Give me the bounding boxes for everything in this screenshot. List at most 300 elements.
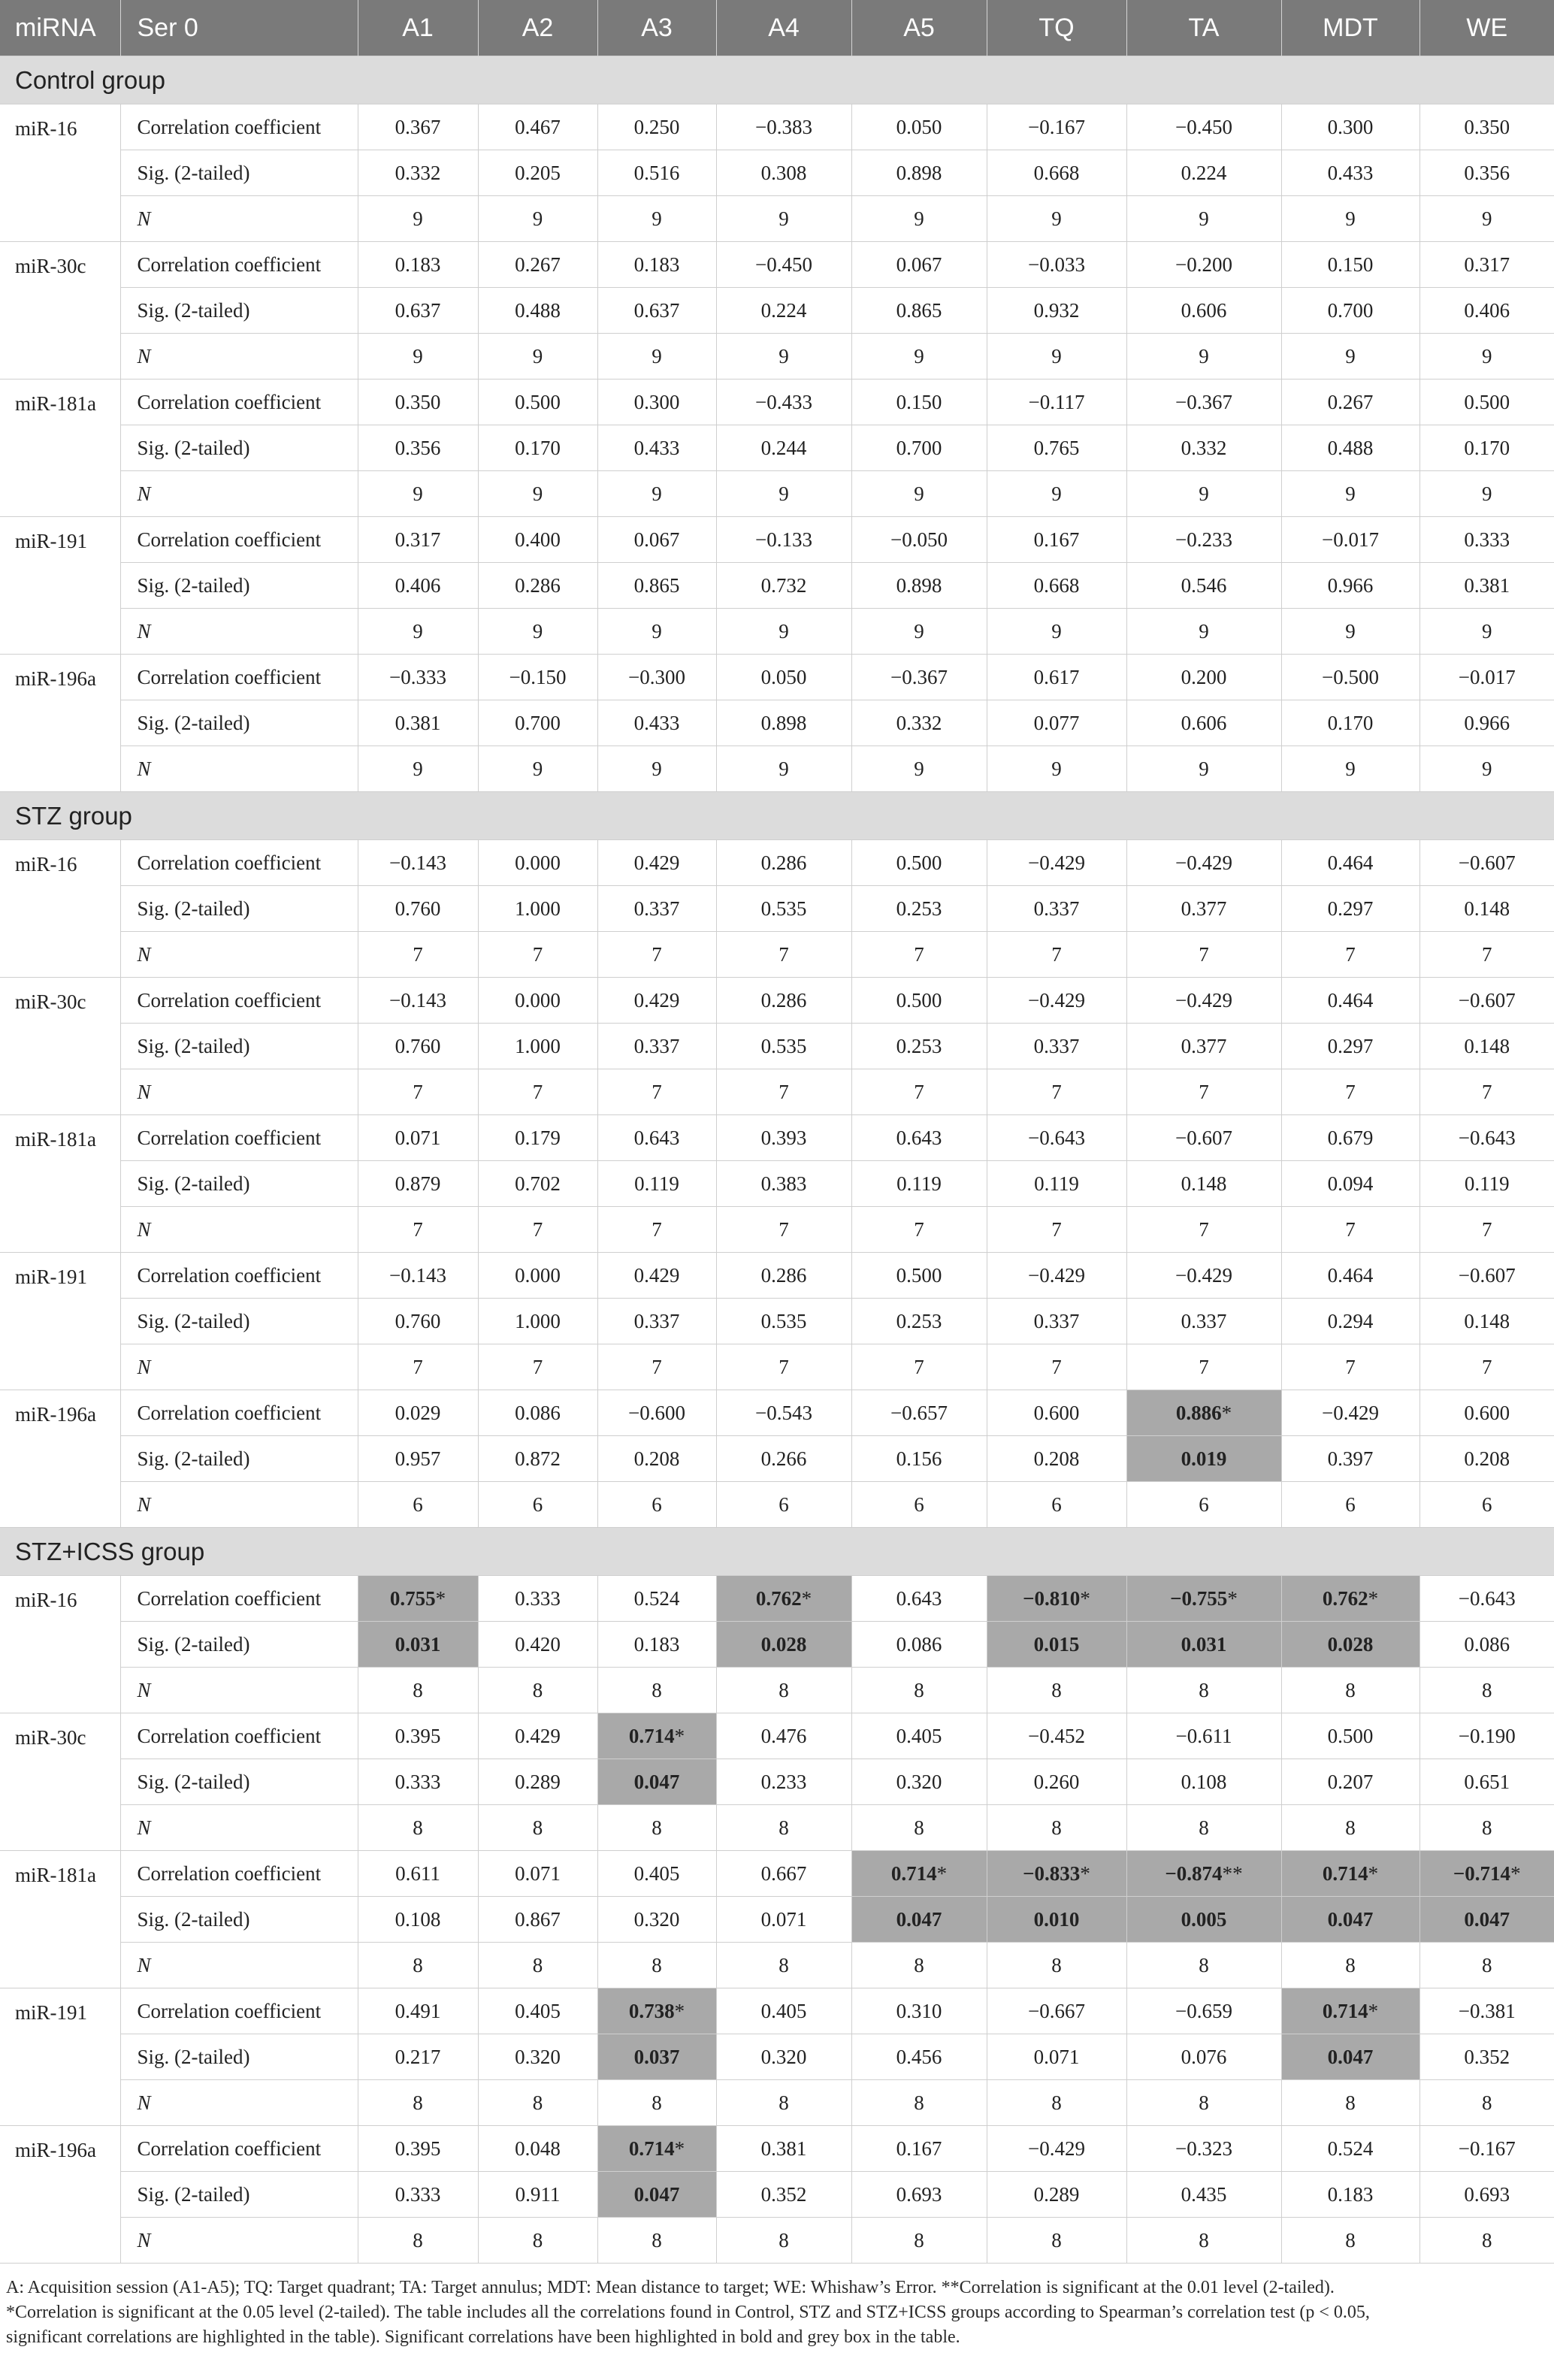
value-cell: 8 [1281,2218,1419,2264]
value-cell: 0.400 [478,517,597,563]
value-cell: 0.005 [1126,1897,1281,1943]
value-cell: 0.208 [597,1436,716,1482]
value-cell [1281,1576,1419,1622]
value-cell: 0.337 [987,1299,1126,1344]
table-row [0,1805,1554,1851]
value-cell: 0.429 [478,1713,597,1759]
value-cell: 9 [478,609,597,655]
table-row [0,886,1554,932]
value-cell: 9 [716,471,851,517]
value-cell: −0.657 [851,1390,987,1436]
stat-label: N [120,1207,358,1253]
value-cell: 8 [1281,1668,1419,1713]
value-cell: 0.320 [716,2034,851,2080]
value-cell: 7 [851,1069,987,1115]
group-header-row [0,792,1554,840]
table-row [0,242,1554,288]
value-cell: −0.450 [1126,104,1281,150]
value-cell: 0.253 [851,1024,987,1069]
value-cell: 0.611 [358,1851,478,1897]
value-cell: 6 [716,1482,851,1528]
header-cell: miRNA [0,0,120,56]
value-cell: 8 [597,2080,716,2126]
header-cell: A5 [851,0,987,56]
value-cell: 0.148 [1419,886,1554,932]
value-cell: −0.450 [716,242,851,288]
value-cell: 9 [1281,196,1419,242]
value-cell: 0.367 [358,104,478,150]
header-cell: TA [1126,0,1281,56]
value-cell: 0.119 [597,1161,716,1207]
value-cell: 6 [851,1482,987,1528]
value-cell: 0.872 [478,1436,597,1482]
value-cell: 0.086 [851,1622,987,1668]
value-cell: 8 [1419,2080,1554,2126]
value-cell: 9 [987,609,1126,655]
value-cell: 7 [1419,1069,1554,1115]
stat-label: Sig. (2-tailed) [120,700,358,746]
value-cell: 0.148 [1419,1024,1554,1069]
value-number: −0.810 [1023,1586,1081,1610]
value-cell: 9 [1419,334,1554,380]
table-row [0,1253,1554,1299]
significance-marker: * [1368,1586,1379,1610]
value-cell: 9 [358,196,478,242]
value-cell: 0.300 [1281,104,1419,150]
stat-label: Correlation coefficient [120,1115,358,1161]
value-cell: 0.183 [597,242,716,288]
value-cell: 0.898 [851,150,987,196]
value-cell: 9 [1126,196,1281,242]
value-cell: −0.643 [1419,1576,1554,1622]
value-cell: 0.350 [1419,104,1554,150]
mirna-label: miR-196a [0,1390,120,1528]
value-cell: 0.119 [1419,1161,1554,1207]
value-cell: 0.700 [478,700,597,746]
table-row [0,380,1554,425]
value-cell: 0.148 [1419,1299,1554,1344]
value-cell: 0.491 [358,1988,478,2034]
value-number: 0.755 [389,1586,436,1610]
value-cell: 6 [478,1482,597,1528]
value-cell: 0.253 [851,1299,987,1344]
table-row [0,196,1554,242]
value-cell: 9 [1281,746,1419,792]
table-row [0,1576,1554,1622]
table-row [0,1622,1554,1668]
value-cell: 0.333 [358,2172,478,2218]
value-cell: 0.108 [1126,1759,1281,1805]
value-cell: 0.337 [597,886,716,932]
value-cell: −0.200 [1126,242,1281,288]
value-cell: 0.019 [1126,1436,1281,1482]
table-row [0,563,1554,609]
value-cell: 0.600 [1419,1390,1554,1436]
value-cell: 0.071 [478,1851,597,1897]
value-cell: 0.050 [716,655,851,700]
table-row [0,517,1554,563]
value-cell: 0.094 [1281,1161,1419,1207]
value-cell: 9 [851,609,987,655]
value-cell: 0.464 [1281,978,1419,1024]
value-cell: 0.406 [1419,288,1554,334]
stat-label: Correlation coefficient [120,380,358,425]
value-cell: −0.667 [987,1988,1126,2034]
value-number: 0.714 [1322,1999,1368,2022]
value-cell: −0.659 [1126,1988,1281,2034]
value-cell: −0.323 [1126,2126,1281,2172]
value-cell: 0.047 [851,1897,987,1943]
value-cell: 7 [1281,1069,1419,1115]
stat-label: N [120,2218,358,2264]
value-cell: 7 [987,932,1126,978]
value-cell: 0.333 [358,1759,478,1805]
header-cell: A2 [478,0,597,56]
stat-label: Correlation coefficient [120,517,358,563]
value-cell: 0.071 [716,1897,851,1943]
value-cell: 7 [716,1344,851,1390]
value-cell: 0.266 [716,1436,851,1482]
value-cell: 0.617 [987,655,1126,700]
value-cell: 0.286 [716,840,851,886]
stat-label: Sig. (2-tailed) [120,1759,358,1805]
value-cell: −0.367 [1126,380,1281,425]
value-cell: 0.170 [478,425,597,471]
value-cell: −0.167 [987,104,1126,150]
value-cell: 9 [597,196,716,242]
value-cell: 0.332 [358,150,478,196]
stat-label: Sig. (2-tailed) [120,2172,358,2218]
header-cell: A4 [716,0,851,56]
value-cell: 0.435 [1126,2172,1281,2218]
stat-label: Correlation coefficient [120,1988,358,2034]
value-cell: 9 [597,471,716,517]
value-cell: −0.143 [358,978,478,1024]
value-cell: 0.294 [1281,1299,1419,1344]
value-cell: 0.286 [716,1253,851,1299]
value-cell: 0.224 [1126,150,1281,196]
value-cell: 0.377 [1126,1024,1281,1069]
stat-label: Correlation coefficient [120,1713,358,1759]
significance-marker: * [674,2137,685,2160]
value-cell: 7 [597,932,716,978]
value-cell: 0.524 [1281,2126,1419,2172]
value-cell: 7 [597,1344,716,1390]
value-cell: 0.643 [851,1576,987,1622]
value-cell: 0.456 [851,2034,987,2080]
value-cell: 0.546 [1126,563,1281,609]
value-cell: 0.047 [1281,1897,1419,1943]
value-cell: 0.464 [1281,1253,1419,1299]
value-cell: 9 [1126,746,1281,792]
value-cell: 8 [478,2080,597,2126]
table-row [0,978,1554,1024]
value-cell: 0.651 [1419,1759,1554,1805]
value-cell: −0.167 [1419,2126,1554,2172]
stat-label: N [120,1668,358,1713]
value-cell: 0.405 [851,1713,987,1759]
mirna-label: miR-181a [0,380,120,517]
table-row [0,1161,1554,1207]
value-cell: 0.150 [851,380,987,425]
value-cell: 0.911 [478,2172,597,2218]
value-cell: −0.017 [1419,655,1554,700]
header-cell: A1 [358,0,478,56]
value-cell: 0.050 [851,104,987,150]
value-cell: 9 [478,471,597,517]
mirna-label: miR-16 [0,840,120,978]
value-cell: 9 [987,746,1126,792]
value-cell: 0.308 [716,150,851,196]
value-cell: 0.317 [358,517,478,563]
stat-label: Correlation coefficient [120,1851,358,1897]
value-cell: 0.898 [716,700,851,746]
value-cell: 0.332 [1126,425,1281,471]
stat-label: Correlation coefficient [120,655,358,700]
table-row [0,2172,1554,2218]
stat-label: Sig. (2-tailed) [120,288,358,334]
value-cell: 8 [851,1943,987,1988]
value-cell: 8 [716,1805,851,1851]
value-cell: 0.535 [716,1299,851,1344]
mirna-label: miR-196a [0,655,120,792]
significance-marker: * [1368,1999,1379,2022]
value-cell: 9 [1126,471,1281,517]
mirna-label: miR-191 [0,1253,120,1390]
significance-marker: * [1510,1861,1521,1885]
value-cell: 0.317 [1419,242,1554,288]
value-cell: 0.047 [597,2172,716,2218]
value-cell: 0.337 [1126,1299,1281,1344]
value-cell [1126,1390,1281,1436]
value-cell: 8 [987,2080,1126,2126]
value-cell: 0.429 [597,1253,716,1299]
value-cell: 1.000 [478,886,597,932]
value-cell: −0.033 [987,242,1126,288]
significance-marker: * [674,1999,685,2022]
value-cell: 7 [597,1069,716,1115]
value-cell: 1.000 [478,1024,597,1069]
value-cell: 0.381 [716,2126,851,2172]
value-cell: 0.337 [987,886,1126,932]
value-cell: 9 [1281,334,1419,380]
value-cell: 0.250 [597,104,716,150]
value-cell: 7 [987,1207,1126,1253]
value-cell: 0.865 [597,563,716,609]
value-cell: 8 [851,1805,987,1851]
value-cell: 0.643 [851,1115,987,1161]
value-cell: 8 [1419,1943,1554,1988]
value-cell: 0.200 [1126,655,1281,700]
significance-marker: * [801,1586,812,1610]
value-cell: 8 [478,2218,597,2264]
value-cell: 0.224 [716,288,851,334]
value-cell: 8 [851,1668,987,1713]
value-cell: 0.333 [1419,517,1554,563]
value-cell: −0.607 [1126,1115,1281,1161]
stat-label: N [120,1482,358,1528]
value-number: −0.755 [1170,1586,1228,1610]
value-cell: 0.464 [1281,840,1419,886]
value-cell: 0.966 [1281,563,1419,609]
value-cell: 9 [851,746,987,792]
value-cell: 9 [1419,746,1554,792]
value-cell: 0.047 [1281,2034,1419,2080]
stat-label: Sig. (2-tailed) [120,1024,358,1069]
value-cell: 0.031 [358,1622,478,1668]
value-cell: 9 [597,609,716,655]
value-cell: 0.898 [851,563,987,609]
value-cell: 0.643 [597,1115,716,1161]
value-cell: −0.429 [1281,1390,1419,1436]
stat-label: Sig. (2-tailed) [120,2034,358,2080]
value-cell: 0.397 [1281,1436,1419,1482]
significance-marker: ** [1222,1861,1243,1885]
table-row [0,2126,1554,2172]
stat-label: Correlation coefficient [120,1253,358,1299]
value-cell: −0.643 [987,1115,1126,1161]
value-cell: −0.643 [1419,1115,1554,1161]
value-cell: −0.150 [478,655,597,700]
table-row [0,334,1554,380]
stat-label: N [120,196,358,242]
value-cell: 7 [1126,1069,1281,1115]
value-cell: −0.600 [597,1390,716,1436]
value-cell: 0.760 [358,1299,478,1344]
value-cell: 9 [716,746,851,792]
value-cell: −0.383 [716,104,851,150]
table-row [0,1988,1554,2034]
value-cell: 0.524 [597,1576,716,1622]
value-cell: 0.535 [716,886,851,932]
stat-label: Correlation coefficient [120,1390,358,1436]
value-cell: 7 [987,1069,1126,1115]
value-cell: 6 [358,1482,478,1528]
stat-label: Sig. (2-tailed) [120,886,358,932]
value-cell: −0.190 [1419,1713,1554,1759]
stat-label: Sig. (2-tailed) [120,563,358,609]
value-cell: 0.289 [987,2172,1126,2218]
stat-label: Correlation coefficient [120,104,358,150]
table-row [0,471,1554,517]
value-cell: 8 [1126,1943,1281,1988]
value-cell: 0.433 [597,700,716,746]
value-cell: 0.031 [1126,1622,1281,1668]
value-cell: 7 [1419,1207,1554,1253]
value-cell: 8 [597,2218,716,2264]
stat-label: Sig. (2-tailed) [120,1161,358,1207]
footnote-line: significant correlations are highlighted in the table). Significant correlations have been highlighted in bold and grey box in the table. [6,2327,960,2347]
value-cell [358,1576,478,1622]
value-cell: 8 [716,1668,851,1713]
header-cell: A3 [597,0,716,56]
value-cell: −0.233 [1126,517,1281,563]
value-cell: 0.217 [358,2034,478,2080]
header-row [0,0,1554,56]
value-cell: 0.067 [851,242,987,288]
value-cell: 6 [1419,1482,1554,1528]
value-cell: 9 [478,196,597,242]
value-cell: 0.286 [716,978,851,1024]
value-cell: 0.047 [597,1759,716,1805]
value-cell: 8 [716,2080,851,2126]
value-cell: 0.429 [597,978,716,1024]
value-cell: −0.543 [716,1390,851,1436]
value-cell: 9 [478,334,597,380]
value-cell: 7 [597,1207,716,1253]
mirna-label: miR-30c [0,978,120,1115]
table-row [0,1344,1554,1390]
stat-label: N [120,1943,358,1988]
value-cell: 0.702 [478,1161,597,1207]
value-cell: 1.000 [478,1299,597,1344]
value-cell: 7 [1419,932,1554,978]
table-row [0,1713,1554,1759]
value-cell: 7 [358,1207,478,1253]
value-cell: 0.395 [358,1713,478,1759]
significance-marker: * [1080,1586,1090,1610]
value-cell: 8 [358,1943,478,1988]
value-cell: 0.289 [478,1759,597,1805]
stat-label: N [120,334,358,380]
value-cell: −0.429 [987,840,1126,886]
value-cell: 9 [1419,196,1554,242]
value-cell: 6 [987,1482,1126,1528]
value-cell: 0.267 [478,242,597,288]
value-cell: 0.208 [1419,1436,1554,1482]
stat-label: N [120,2080,358,2126]
value-cell: 8 [987,1805,1126,1851]
value-cell: −0.017 [1281,517,1419,563]
table-row [0,104,1554,150]
value-cell: 0.179 [478,1115,597,1161]
table-footnote [0,2276,1545,2350]
value-cell: 8 [358,2218,478,2264]
value-cell: 0.679 [1281,1115,1419,1161]
value-cell: 7 [358,932,478,978]
value-cell: 9 [851,334,987,380]
value-cell [1281,1988,1419,2034]
value-cell: 8 [1281,1805,1419,1851]
value-cell: 0.029 [358,1390,478,1436]
value-cell: 0.668 [987,150,1126,196]
value-cell: 8 [358,1668,478,1713]
value-cell: 0.352 [716,2172,851,2218]
value-cell: 0.015 [987,1622,1126,1668]
value-cell: 8 [1419,2218,1554,2264]
value-cell: 0.167 [987,517,1126,563]
value-cell: 8 [1126,1668,1281,1713]
value-cell: 0.606 [1126,288,1281,334]
mirna-label: miR-16 [0,1576,120,1713]
group-title: STZ group [0,792,1554,840]
value-cell: −0.143 [358,840,478,886]
value-cell: 7 [851,1207,987,1253]
value-cell: 8 [987,2218,1126,2264]
value-cell: 0.086 [1419,1622,1554,1668]
value-cell: 0.352 [1419,2034,1554,2080]
stat-label: N [120,471,358,517]
header-cell: TQ [987,0,1126,56]
value-cell: 8 [478,1668,597,1713]
value-cell: 0.320 [478,2034,597,2080]
group-title: STZ+ICSS group [0,1528,1554,1576]
table-row [0,2080,1554,2126]
value-cell: 0.516 [597,150,716,196]
value-cell: 0.879 [358,1161,478,1207]
value-cell: 0.500 [1281,1713,1419,1759]
significance-marker: * [1368,1861,1379,1885]
